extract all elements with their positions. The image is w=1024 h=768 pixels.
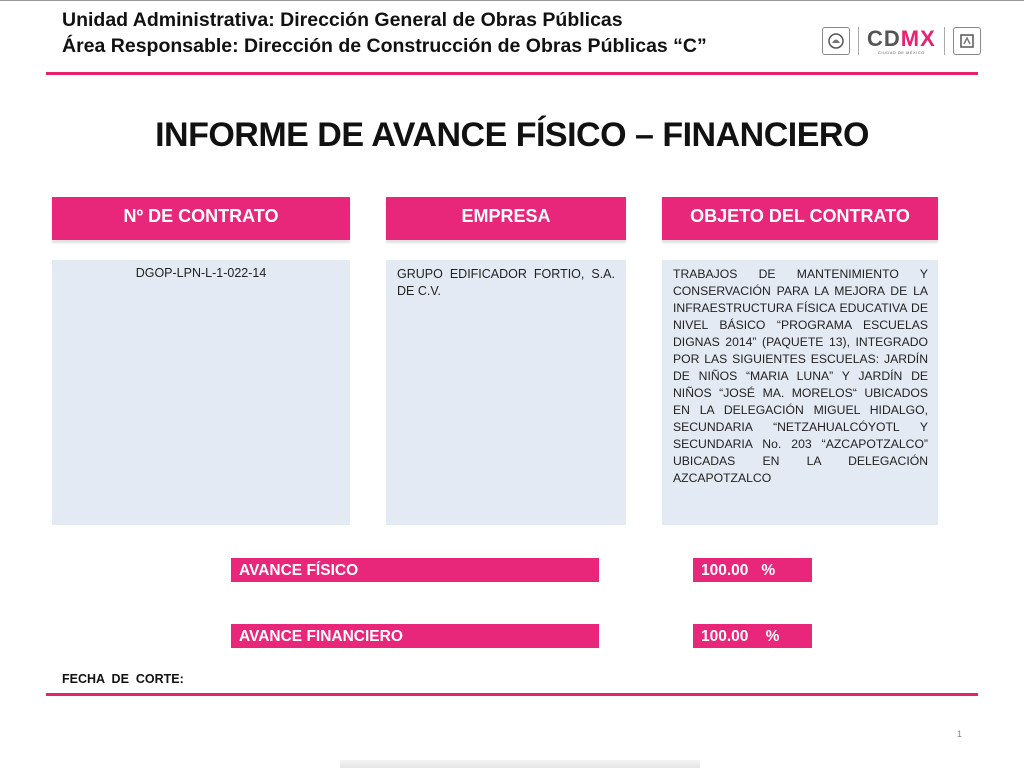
contract-object-header: OBJETO DEL CONTRATO bbox=[662, 197, 938, 240]
page-number: 1 bbox=[957, 729, 963, 739]
contract-number-header: Nº DE CONTRATO bbox=[52, 197, 350, 240]
company-header: EMPRESA bbox=[386, 197, 626, 240]
contract-object-value: TRABAJOS DE MANTENIMIENTO Y CONSERVACIÓN PARA LA MEJORA DE LA INFRAESTRUCTURA FÍSICA EDUCATIVA DE NIVEL BÁSICO “PROGRAMA ESCUELAS DIGNAS 2014” (PAQUETE 13), INTEGRADO POR LAS SIGUIENTES ESCUELAS: JARDÍN DE NIÑOS “MARIA LUNA” Y JARDÍN DE NIÑOS “JOSÉ MA. MORELOS“ UBICADOS EN LA DELEGACIÓN MIGUEL HIDALGO, SECUNDARIA “NETZAHUALCÓYOTL Y SECUNDARIA No. 203 “AZCAPOTZALCO” UBICADAS EN LA DELEGACIÓN AZCAPOTZALCO bbox=[673, 267, 928, 485]
physical-progress-value: 100.00 % bbox=[693, 558, 812, 582]
page-title: INFORME DE AVANCE FÍSICO – FINANCIERO bbox=[155, 116, 869, 154]
physical-progress-label: AVANCE FÍSICO bbox=[231, 558, 599, 582]
logo-divider bbox=[944, 27, 945, 55]
financial-progress-value: 100.00 % bbox=[693, 624, 812, 648]
cdmx-logo: CDMX CIUDAD DE MÉXICO bbox=[867, 25, 936, 55]
logo-divider bbox=[858, 27, 859, 55]
financial-progress-label: AVANCE FINANCIERO bbox=[231, 624, 599, 648]
company-value: GRUPO EDIFICADOR FORTIO, S.A. DE C.V. bbox=[397, 267, 615, 298]
contract-object-panel bbox=[662, 260, 938, 525]
header-logos bbox=[822, 24, 981, 58]
government-seal-icon bbox=[822, 27, 850, 55]
header-area-line: Área Responsable: Dirección de Construcción de Obras Públicas “C” bbox=[62, 35, 707, 57]
top-border bbox=[0, 0, 1024, 1]
company-panel bbox=[386, 260, 626, 525]
bottom-edge-shadow bbox=[340, 760, 700, 768]
contract-number-value: DGOP-LPN-L-1-022-14 bbox=[135, 266, 267, 280]
city-emblem-icon bbox=[953, 27, 981, 55]
contract-number-panel bbox=[52, 260, 350, 525]
header-unit-line: Unidad Administrativa: Dirección General de Obras Públicas bbox=[62, 9, 623, 31]
footer-divider bbox=[46, 693, 978, 696]
cutoff-date-label: FECHA DE CORTE: bbox=[62, 672, 184, 686]
header-divider bbox=[46, 72, 978, 75]
